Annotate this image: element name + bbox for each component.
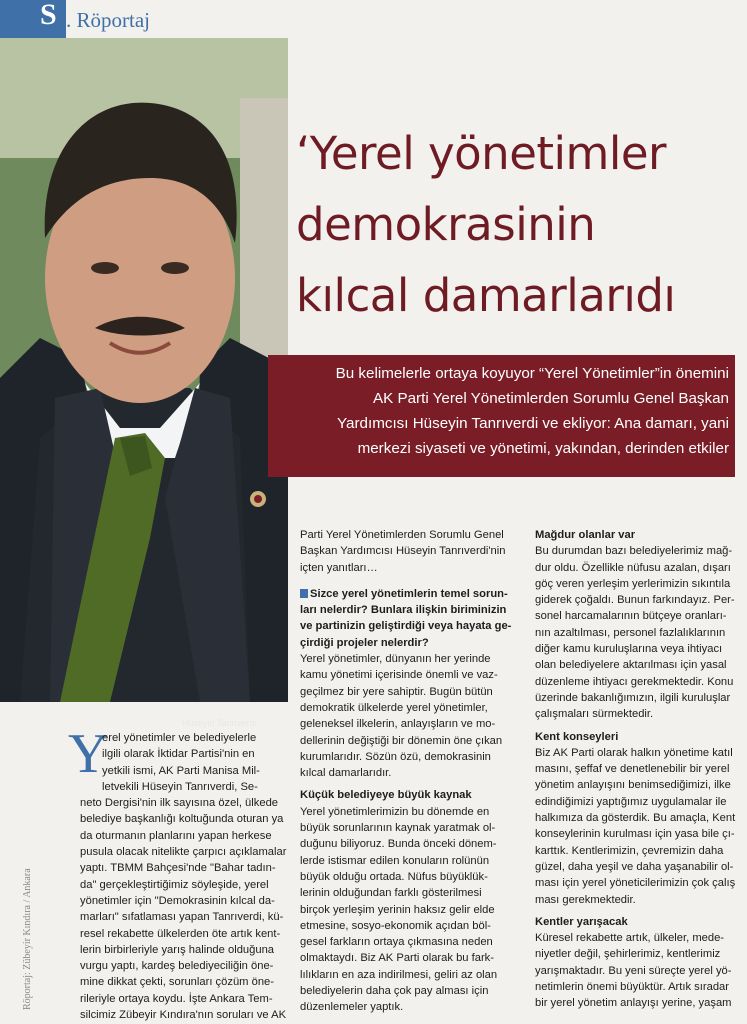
text-line: Parti Yerel Yönetimlerden Sorumlu Genel bbox=[300, 529, 504, 541]
author-credit: Röportaj: Zübeyir Kındıra / Ankara bbox=[22, 868, 33, 1010]
column-2 bbox=[300, 527, 520, 1016]
section-label: . Röportaj bbox=[66, 8, 150, 32]
text-line: Bu durumdan bazı belediyelerimiz mağ- bbox=[535, 545, 733, 558]
headline-line: demokrasinin bbox=[296, 198, 596, 251]
text-line: içten yanıtları… bbox=[300, 561, 378, 574]
text-line: yarışmaktadır. Bu yeni süreçte yerel yö- bbox=[535, 964, 732, 977]
text-line: giderek çoğaldı. Bunun farkındayız. Per- bbox=[535, 594, 735, 607]
logo-letter: S bbox=[40, 0, 57, 31]
text-line: erel yönetimler ve belediyelerle bbox=[102, 732, 257, 744]
text-line: Başkan Yardımcısı Hüseyin Tanrıverdi'nin bbox=[300, 545, 506, 558]
column-1 bbox=[80, 730, 287, 1023]
text-line: yetkili ismi, AK Parti Manisa Mil- bbox=[102, 764, 260, 777]
text-line: letvekili Hüseyin Tanrıverdi, Se- bbox=[102, 780, 258, 793]
text-line: resel rekabette ülkelerden öte artık kent- bbox=[80, 927, 281, 940]
text-line: geçilmez bir yere sahiptir. Bugün bütün bbox=[300, 685, 493, 698]
text-line: birçok yerleşim yerinin haksız gelir elde bbox=[300, 903, 495, 916]
text-line: silcimiz Zübeyir Kındıra'nın soruları ve AK bbox=[80, 1009, 287, 1022]
text-line: kurumlarıdır. Sözün özü, demokrasinin bbox=[300, 750, 491, 763]
text-line: yönetim anlayışını benimsediğimizi, ilke bbox=[535, 779, 731, 792]
photo-caption: Hüseyin Tanrıverdi bbox=[182, 718, 257, 728]
subheading: Kent konseyleri bbox=[535, 730, 619, 743]
text-line: yönetimler için "Demokrasinin kılcal da- bbox=[80, 894, 275, 907]
text-line: demokratik ülkelerde yerel yönetimler, bbox=[300, 701, 488, 714]
headline bbox=[296, 118, 736, 331]
lead-box bbox=[268, 355, 735, 477]
text-line: geleneksel ilkelerin, anlayışların ve mo- bbox=[300, 718, 496, 731]
text-line: sonel harcamalarının bütçeye oranları- bbox=[535, 610, 727, 623]
lead-line: Yardımcısı Hüseyin Tanrıverdi ve ekliyor: Ana damarı, yani bbox=[337, 415, 729, 432]
subheading: Kentler yarışacak bbox=[535, 915, 628, 928]
question-line: çirdiği projeler nelerdir? bbox=[300, 636, 429, 649]
text-line: çalışmaları sürmektedir. bbox=[535, 708, 654, 721]
text-line: göç veren yerleşim yerlerimizin sıkıntıla bbox=[535, 577, 731, 590]
text-line: lerin birbirleriyle yarış halinde olduğuna bbox=[80, 943, 275, 956]
text-line: rileriyle ortaya koydu. İşte Ankara Tem- bbox=[80, 992, 273, 1005]
text-line: lerde istismar edilen konuların rolünün bbox=[300, 854, 490, 867]
text-line: gesel farkların ortaya çıkmasına neden bbox=[300, 936, 493, 949]
lead-line: Bu kelimelerle ortaya koyuyor “Yerel Yönetimler”in önemini bbox=[335, 365, 729, 382]
text-line: Yerel yönetimler, dünyanın her yerinde bbox=[300, 653, 491, 666]
text-line: Küresel rekabette artık, ülkeler, mede- bbox=[535, 932, 725, 945]
text-line: etmesine, sosyo-ekonomik açıdan böl- bbox=[300, 919, 491, 932]
text-line: lerinin olduğundan farklı gösterilmesi bbox=[300, 887, 482, 900]
text-line: karttık. Kentlerimizin, çevremizin daha bbox=[535, 844, 724, 857]
text-line: marları" sıfatlaması yapan Tanrıverdi, kü- bbox=[80, 911, 284, 924]
text-line: neto Dergisi'nin ilk sayısına özel, ülkede bbox=[80, 797, 279, 810]
text-line: konseylerinin kurulması için yasa bile çı- bbox=[535, 828, 735, 841]
portrait-photo bbox=[0, 38, 288, 728]
text-line: belediye başkanlığı koltuğunda oturan ya bbox=[80, 813, 284, 826]
text-line: olmaktaydı. Biz AK Parti olarak bu fark- bbox=[300, 952, 494, 965]
text-line: netimlerin önemi büyüktür. Artık sıradar bbox=[535, 981, 729, 994]
lead-line: AK Parti Yerel Yönetimlerden Sorumlu Genel Başkan bbox=[373, 390, 729, 407]
question-line: ve partinizin geliştirdiği veya hayata ge- bbox=[300, 620, 512, 633]
drop-cap: Y bbox=[68, 723, 109, 785]
column-3 bbox=[535, 527, 740, 1012]
text-line: masını, şeffaf ve denetlenebilir bir yerel bbox=[535, 763, 730, 776]
lead-line: merkezi siyaseti ve yönetimi, yakından, derinden etkiler bbox=[357, 440, 729, 457]
text-line: Yerel yönetimlerimizin bu dönemde en bbox=[300, 805, 490, 818]
text-line: da" gerçekleştirtiğimiz söyleşide, yerel bbox=[80, 878, 269, 891]
text-line: lılıkların en aza indirilmesi, geliri az olan bbox=[300, 968, 498, 981]
text-line: Biz AK Parti olarak halkın yönetime katıl bbox=[535, 746, 733, 759]
text-line: da oturmanın planlarını yapan herkese bbox=[80, 829, 272, 842]
text-line: mine dikkat çekti, sorunları çözüm öne- bbox=[80, 976, 274, 989]
text-line: yaptı. TBMM Bahçesi'nde "Bahar tadın- bbox=[80, 862, 276, 875]
text-line: kamu yönetimi içerisinde önemli ve vaz- bbox=[300, 669, 498, 682]
text-line: ilgili olarak İktidar Partisi'nin en bbox=[102, 748, 255, 761]
text-line: belediyelerin daha çok pay alması için bbox=[300, 985, 489, 998]
question-bullet-icon bbox=[300, 589, 308, 598]
text-line: büyük olduğu ortada. Nüfus büyüklük- bbox=[300, 870, 488, 883]
headline-line: ‘Yerel yönetimler bbox=[296, 127, 667, 180]
portrait-illustration bbox=[0, 38, 288, 702]
text-line: dur oldu. Özellikle nüfusu azalan, dışarı bbox=[535, 561, 731, 574]
subheading: Küçük belediyeye büyük kaynak bbox=[300, 789, 472, 802]
text-line: büyük sorunlarının kaynak yaratmak ol- bbox=[300, 822, 496, 835]
text-line: güzel, daha yeşil ve daha yaşanabilir ol- bbox=[535, 860, 734, 873]
text-line: edindiğimizi yaptığımız uygulamalar ile bbox=[535, 795, 727, 808]
text-line: üzerinde bakanlığımızın, ilgili kuruluşlar bbox=[535, 691, 731, 704]
text-line: ması için yerel yöneticilerimizin çok çalış bbox=[535, 877, 736, 890]
headline-line: kılcal damarlarıdı bbox=[296, 269, 676, 322]
text-line: bir yerel yönetim anlayışı yerine, yaşam bbox=[535, 997, 732, 1010]
text-line: düzenlemeler yaptık. bbox=[300, 1001, 404, 1014]
text-line: vurgu yaptı, kardeş belediyeciliğin öne- bbox=[80, 960, 274, 973]
text-line: olan belediyelere aktarılması için yasal bbox=[535, 659, 727, 672]
text-line: nın azaltılması, personel fazlalıklarının bbox=[535, 626, 726, 639]
text-line: kılcal damarlarıdır. bbox=[300, 767, 392, 780]
text-line: düzenleme ihtiyacı gerekmektedir. Konu bbox=[535, 675, 734, 688]
text-line: duğunu biliyoruz. Bunda önceki dönem- bbox=[300, 838, 497, 851]
text-line: halkımıza da gösterdik. Bu amaçla, Kent bbox=[535, 812, 736, 825]
text-line: ması gerekmektedir. bbox=[535, 893, 636, 906]
text-line: diğer kamu kuruluşlarına veya ihtiyacı bbox=[535, 643, 723, 656]
question-line: Sizce yerel yönetimlerin temel sorun- bbox=[300, 586, 520, 602]
question-line: ları nelerdir? Bunlara ilişkin biriminizin bbox=[300, 604, 507, 617]
text-line: pusula olacak nitelikte çarpıcı açıklamalar bbox=[80, 846, 287, 859]
subheading: Mağdur olanlar var bbox=[535, 529, 636, 541]
text-line: dellerinin değiştiği bir dönemin öne çıkan bbox=[300, 734, 503, 747]
text-line: niyetler değil, şehirlerimiz, kentlerimiz bbox=[535, 948, 721, 961]
